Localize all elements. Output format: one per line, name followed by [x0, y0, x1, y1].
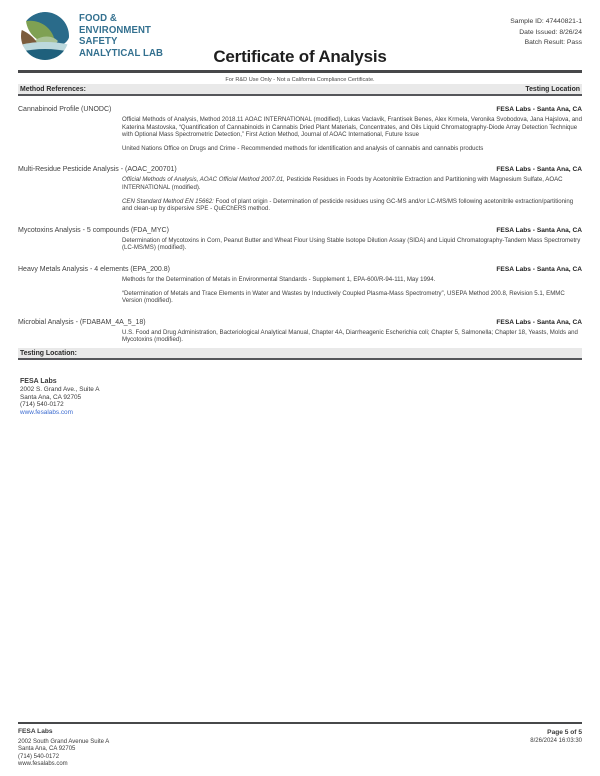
section-microbial-analysis — [18, 319, 582, 344]
section-location: FESA Labs - Santa Ana, CA — [496, 166, 582, 174]
section-title: Cannabinoid Profile (UNODC) — [18, 106, 112, 113]
method-references-bar — [18, 84, 582, 96]
method-paragraph — [122, 176, 582, 191]
lab-address-line: Santa Ana, CA 92705 — [20, 393, 82, 401]
header-meta — [510, 17, 582, 49]
section-title: Multi-Residue Pesticide Analysis - (AOAC_200701) — [18, 166, 177, 174]
logo-line: ENVIRONMENT — [79, 24, 151, 36]
method-paragraph-text: “Determination of Metals and Trace Elements in Water and Wastes by Inductively Coupled Plasma-Mass Spectrometry”, USEPA Method 200.8, Revision 5.1, EMMC Version (modified). — [122, 289, 565, 305]
date-issued: Date Issued: 8/26/24 — [519, 28, 582, 36]
section-title: Heavy Metals Analysis - 4 elements (EPA_200.8) — [18, 265, 170, 273]
print-timestamp: 8/26/2024 16:03:30 — [530, 738, 582, 744]
lab-phone: (714) 540-0172 — [20, 401, 64, 409]
method-paragraph — [122, 116, 582, 139]
sample-id: Sample ID: 47440821-1 — [510, 18, 582, 25]
footer-address — [18, 728, 109, 768]
testing-location-column-header: Testing Location — [525, 85, 580, 93]
section-pesticide-analysis — [18, 166, 582, 212]
page-footer — [18, 722, 582, 768]
footer-phone: (714) 540-0172 — [18, 753, 60, 760]
footer-address-line: Santa Ana, CA 92705 — [18, 746, 76, 753]
method-paragraph — [122, 329, 582, 344]
batch-result: Batch Result: Pass — [524, 39, 582, 46]
method-paragraph-text: Determination of Mycotoxins in Corn, Peanut Butter and Wheat Flour Using Stable Isotope Dilution Assay (SIDA) and Liquid Chromatography-Tandem Mass Spectrometry (LC-MS/MS) (modified). — [122, 236, 581, 252]
section-location: FESA Labs - Santa Ana, CA — [496, 226, 582, 234]
section-heavy-metals-analysis — [18, 266, 582, 305]
lab-website-link[interactable]: www.fesalabs.com — [20, 408, 73, 416]
lab-name: FESA Labs — [20, 378, 57, 385]
section-title: Mycotoxins Analysis - 5 compounds (FDA_MYC) — [18, 226, 169, 234]
section-location: FESA Labs - Santa Ana, CA — [496, 265, 582, 273]
testing-location-label: Testing Location: — [20, 349, 77, 357]
method-paragraph — [122, 290, 582, 305]
section-cannabinoid-profile — [18, 106, 582, 152]
section-mycotoxins-analysis — [18, 227, 582, 252]
logo-line: ANALYTICAL LAB — [79, 47, 164, 59]
method-paragraph-text: United Nations Office on Drugs and Crime - Recommended methods for identification and analysis of cannabis and cannabis products — [122, 144, 484, 152]
method-paragraph-text: Pesticide Residues in Foods by Acetonitrile Extraction and Partitioning with Magnesium Sulfate, AOAC INTERNATIONAL (modified). — [122, 176, 563, 191]
footer-address-line: 2002 South Grand Avenue Suite A — [18, 739, 110, 746]
testing-location-bar — [18, 348, 582, 360]
method-references-label: Method References: — [20, 85, 86, 93]
certificate-title: Certificate of Analysis — [213, 47, 387, 66]
method-paragraph — [122, 237, 582, 252]
footer-page-info — [530, 728, 582, 746]
method-paragraph-lead: Official Methods of Analysis, AOAC Official Method 2007.01, — [122, 176, 285, 184]
certificate-subtitle: For R&D Use Only - Not a California Compliance Certificate. — [225, 77, 375, 83]
method-paragraph — [122, 145, 582, 153]
logo-line: FOOD & — [79, 13, 117, 24]
page-number: Page 5 of 5 — [547, 729, 582, 736]
section-location: FESA Labs - Santa Ana, CA — [496, 318, 582, 326]
lab-address-line: 2002 S. Grand Ave., Suite A — [20, 386, 100, 394]
footer-website-link[interactable]: www.fesalabs.com — [18, 760, 68, 767]
section-title: Microbial Analysis - (FDABAM_4A_5_18) — [18, 318, 146, 326]
method-paragraph — [122, 198, 582, 213]
footer-lab-name: FESA Labs — [18, 728, 53, 735]
method-paragraph-text: Food of plant origin - Determination of pesticide residues using GC-MS and/or LC-MS/MS following acetonitrile extraction/partitioning and clean-up by dispersive SPE - QuEChERS method. — [122, 197, 574, 213]
header-rule — [18, 70, 582, 73]
logo-line: SAFETY — [79, 36, 118, 47]
section-location: FESA Labs - Santa Ana, CA — [496, 106, 582, 113]
method-paragraph-text: Official Methods of Analysis, Method 2018.11 AOAC INTERNATIONAL (modified), Lukas Vaclavik, Frantisek Benes, Alex Krmela, Veronika Svobodova, Jana Hajslova, and Katerina Mastovska, “Quantification of Cannabinoids in Cannabis Dried Plant Materials, Concentrates, and Oils Liquid Chromatography-Diode Array Detection Technique with Optional Mass Spectrometric Detection,” First Action Method, Journal of AOAC International, Future Issue — [122, 116, 582, 139]
method-paragraph-text: U.S. Food and Drug Administration, Bacteriological Analytical Manual, Chapter 4A, Diarrheagenic Escherichia coli; Chapter 5, Salmonella; Chapter 18, Yeasts, Molds and Mycotoxins (modified). — [122, 328, 578, 344]
method-references-list — [18, 106, 582, 358]
method-paragraph-lead: CEN Standard Method EN 15662: — [122, 197, 214, 205]
method-paragraph — [122, 276, 582, 284]
testing-location-address — [20, 378, 99, 416]
method-paragraph-text: Methods for the Determination of Metals in Environmental Standards - Supplement 1, EPA-600/R-94-111, May 1994. — [122, 275, 436, 283]
